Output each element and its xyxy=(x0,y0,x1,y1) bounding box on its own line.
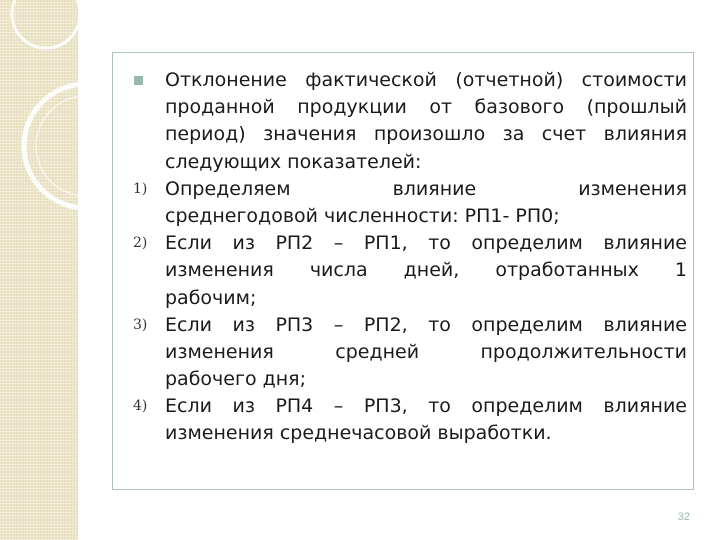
list-number: 4) xyxy=(133,398,148,415)
text-line: среднегодовой численности: РП1- РП0; xyxy=(165,204,560,227)
text-line: изменения средней продолжительности xyxy=(165,340,687,363)
text-line: проданной продукции от базового (прошлый xyxy=(165,96,687,119)
text-line: Если из РП3 – РП2, то определим влияние xyxy=(165,313,687,336)
slide-content-box xyxy=(112,52,694,490)
text-line: Если из РП2 – РП1, то определим влияние xyxy=(165,232,687,255)
list-item-3 xyxy=(113,312,693,394)
list-number: 3) xyxy=(133,316,148,333)
list-number: 2) xyxy=(133,235,148,252)
text-line: изменения числа дней, отработанных 1 xyxy=(165,259,687,282)
page-number: 32 xyxy=(677,511,690,523)
list-item-1 xyxy=(113,176,693,230)
list-item-4 xyxy=(113,393,693,447)
square-bullet-icon xyxy=(134,76,143,85)
text-line: Определяем влияние изменения xyxy=(165,177,687,200)
text-line: Если из РП4 – РП3, то определим влияние xyxy=(165,395,687,418)
text-line: изменения среднечасовой выработки. xyxy=(165,422,552,445)
text-line: Отклонение фактической (отчетной) стоимости xyxy=(165,69,687,91)
intro-paragraph xyxy=(113,67,693,176)
content-list xyxy=(113,67,693,448)
text-line: рабочего дня; xyxy=(165,368,306,391)
list-item-2 xyxy=(113,230,693,312)
text-line: следующих показателей: xyxy=(165,150,422,173)
list-number: 1) xyxy=(133,180,148,197)
text-line: период) значения произошло за счет влияния xyxy=(165,123,687,146)
text-line: рабочим; xyxy=(165,286,257,309)
